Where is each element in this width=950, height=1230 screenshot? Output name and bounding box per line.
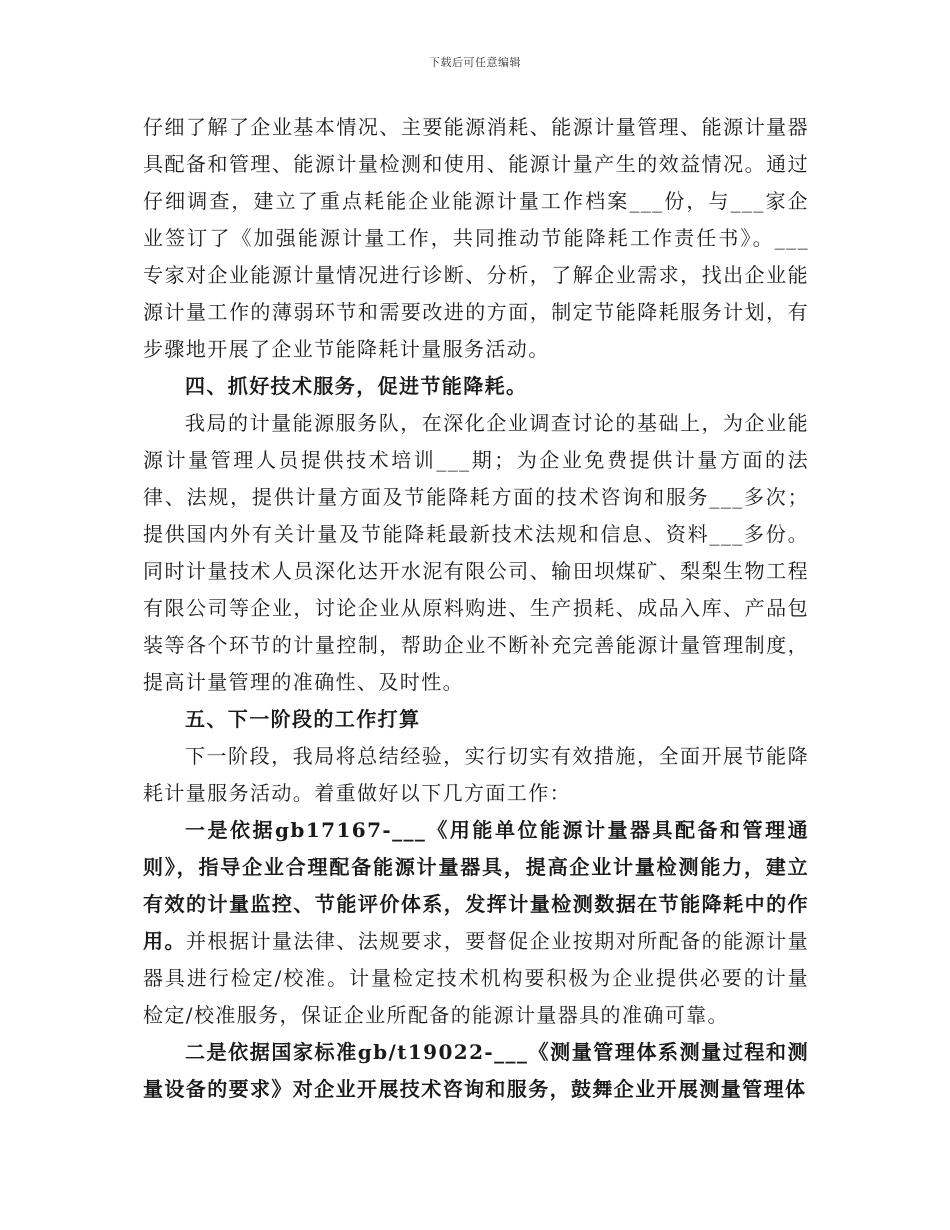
section-heading-next-stage-plan: 五、下一阶段的工作打算 — [185, 707, 421, 731]
section-heading-technical-service: 四、抓好技术服务，促进节能降耗。 — [185, 374, 528, 398]
item-two-bold-text: 二是依据国家标准gb/t19022-___《测量管理体系测量过程和测量设备的要求》对企业开展技术咨询和服务，鼓舞企业开展测量管理体 — [143, 1040, 809, 1101]
paragraph-next-stage-intro: 下一阶段，我局将总结经验，实行切实有效措施，全面开展节能降耗计量服务活动。着重做好以下几方面工作： — [143, 744, 809, 805]
page-header: 下载后可任意编辑 — [429, 56, 521, 69]
paragraph-item-two — [143, 1034, 809, 1108]
item-one-bold-text: 一是依据gb17167-___《用能单位能源计量器具配备和管理通则》，指导企业合理配备能源计量器具，提高企业计量检测能力，建立有效的计量监控、节能评价体系，发挥计量检测数据在节能降耗中的作用。 — [143, 818, 809, 953]
paragraph-energy-metering-survey: 仔细了解了企业基本情况、主要能源消耗、能源计量管理、能源计量器具配备和管理、能源计量检测和使用、能源计量产生的效益情况。通过仔细调查，建立了重点耗能企业能源计量工作档案___份，与___家企业签订了《加强能源计量工作，共同推动节能降耗工作责任书》。___专家对企业能源计量情况进行诊断、分析，了解企业需求，找出企业能源计量工作的薄弱环节和需要改进的方面，制定节能降耗服务计划，有步骤地开展了企业节能降耗计量服务活动。 — [143, 115, 809, 361]
item-one-normal-text: 并根据计量法律、法规要求，要督促企业按期对所配备的能源计量器具进行检定/校准。计量检定技术机构要积极为企业提供必要的计量检定/校准服务，保证企业所配备的能源计量器具的准确可靠。 — [143, 929, 809, 1027]
paragraph-technical-service: 我局的计量能源服务队，在深化企业调查讨论的基础上，为企业能源计量管理人员提供技术培训___期；为企业免费提供计量方面的法律、法规，提供计量方面及节能降耗方面的技术咨询和服务___多次；提供国内外有关计量及节能降耗最新技术法规和信息、资料___多份。同时计量技术人员深化达开水泥有限公司、输田坝煤矿、梨梨生物工程有限公司等企业，讨论企业从原料购进、生产损耗、成品入库、产品包装等各个环节的计量控制，帮助企业不断补充完善能源计量管理制度，提高计量管理的准确性、及时性。 — [143, 411, 809, 694]
paragraph-item-one — [143, 812, 809, 1034]
document-body — [143, 109, 809, 1108]
